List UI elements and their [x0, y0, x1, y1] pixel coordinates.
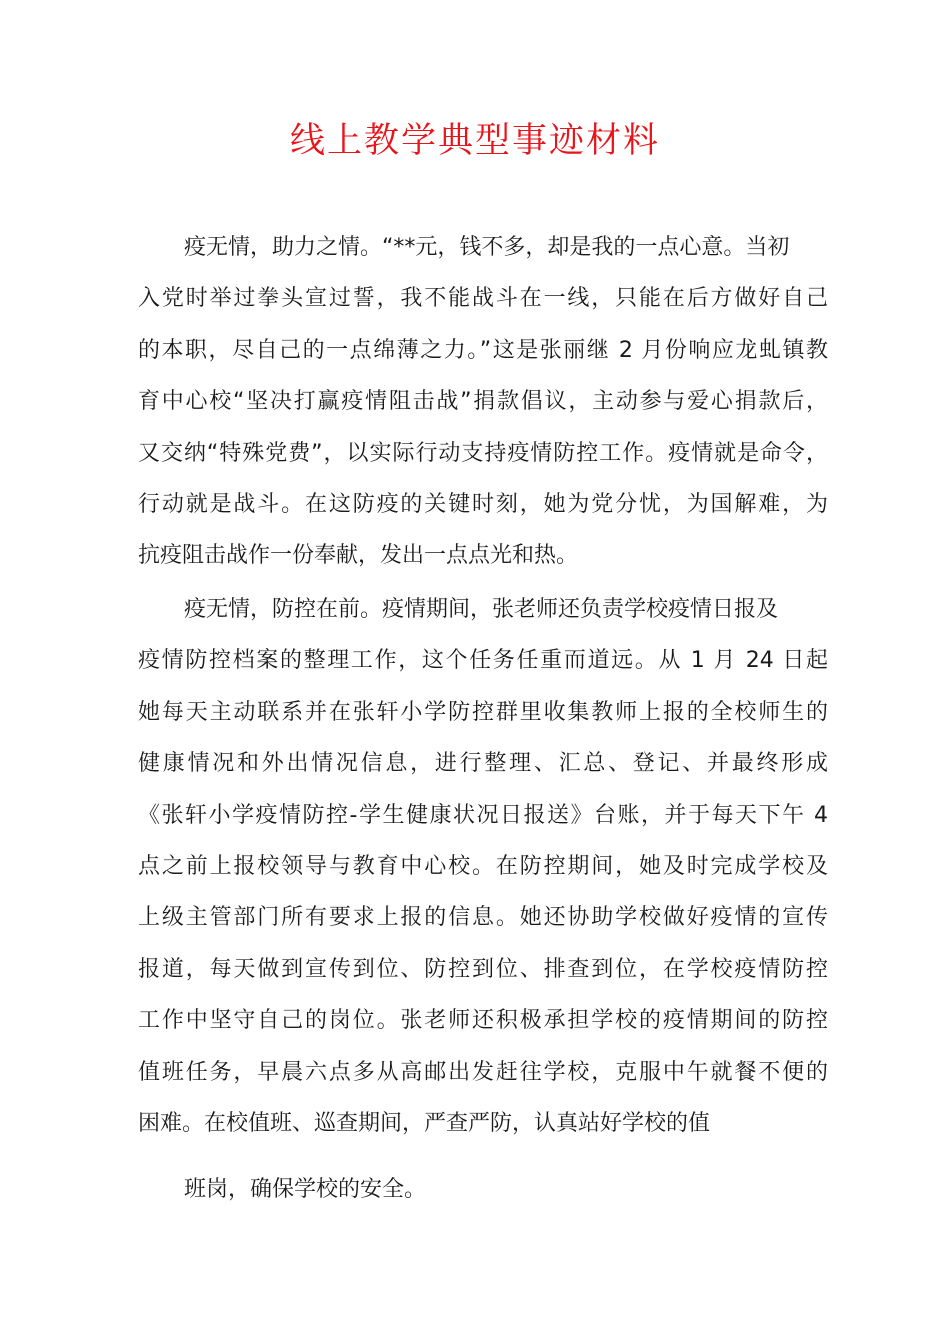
paragraph-line: 抗疫阻击战作一份奉献，发出一点点光和热。: [138, 543, 579, 569]
paragraph-line: 困难。在校值班、巡查期间，严查严防，认真站好学校的值: [138, 1110, 711, 1136]
paragraph-1: [138, 222, 828, 582]
paragraph-line: 疫无情，防控在前。疫情期间，张老师还负责学校疫情日报及: [184, 597, 779, 622]
paragraph-3: [138, 1164, 828, 1215]
paragraph-line: 值班任务，早晨六点多从高邮出发赶往学校，克服中午就餐不便的: [138, 1059, 828, 1085]
paragraph-line: 《张轩小学疫情防控-学生健康状况日报送》台账，并于每天下午 4: [138, 802, 828, 828]
paragraph-line: 报道，每天做到宣传到位、防控到位、排查到位，在学校疫情防控: [138, 956, 828, 982]
paragraph-line: 入党时举过拳头宣过誓，我不能战斗在一线，只能在后方做好自己: [138, 286, 828, 312]
document-title: 线上教学典型事迹材料: [289, 121, 660, 161]
paragraph-line: 育中心校“坚决打赢疫情阻击战”捐款倡议，主动参与爱心捐款后，: [138, 389, 828, 415]
paragraph-line: 她每天主动联系并在张轩小学防控群里收集教师上报的全校师生的: [138, 699, 828, 725]
paragraph-line: 疫情防控档案的整理工作，这个任务任重而道远。从 1 月 24 日起: [138, 648, 828, 674]
paragraph-line: 健康情况和外出情况信息，进行整理、汇总、登记、并最终形成: [138, 751, 828, 777]
paragraph-line: 疫无情，助力之情。“**元，钱不多，却是我的一点心意。当初: [184, 235, 790, 260]
paragraph-line: 的本职，尽自己的一点绵薄之力。”这是张丽继 2 月份响应龙虬镇教: [138, 337, 828, 363]
paragraph-2: [138, 584, 828, 1149]
paragraph-line: 行动就是战斗。在这防疫的关键时刻，她为党分忧，为国解难，为: [138, 491, 828, 517]
paragraph-line: 又交纳“特殊党费”，以实际行动支持疫情防控工作。疫情就是命令，: [138, 440, 828, 466]
paragraph-line: 班岗，确保学校的安全。: [184, 1177, 427, 1202]
paragraph-line: 点之前上报校领导与教育中心校。在防控期间，她及时完成学校及: [138, 853, 828, 879]
paragraph-line: 工作中坚守自己的岗位。张老师还积极承担学校的疫情期间的防控: [138, 1008, 828, 1034]
paragraph-line: 上级主管部门所有要求上报的信息。她还协助学校做好疫情的宣传: [138, 905, 828, 931]
